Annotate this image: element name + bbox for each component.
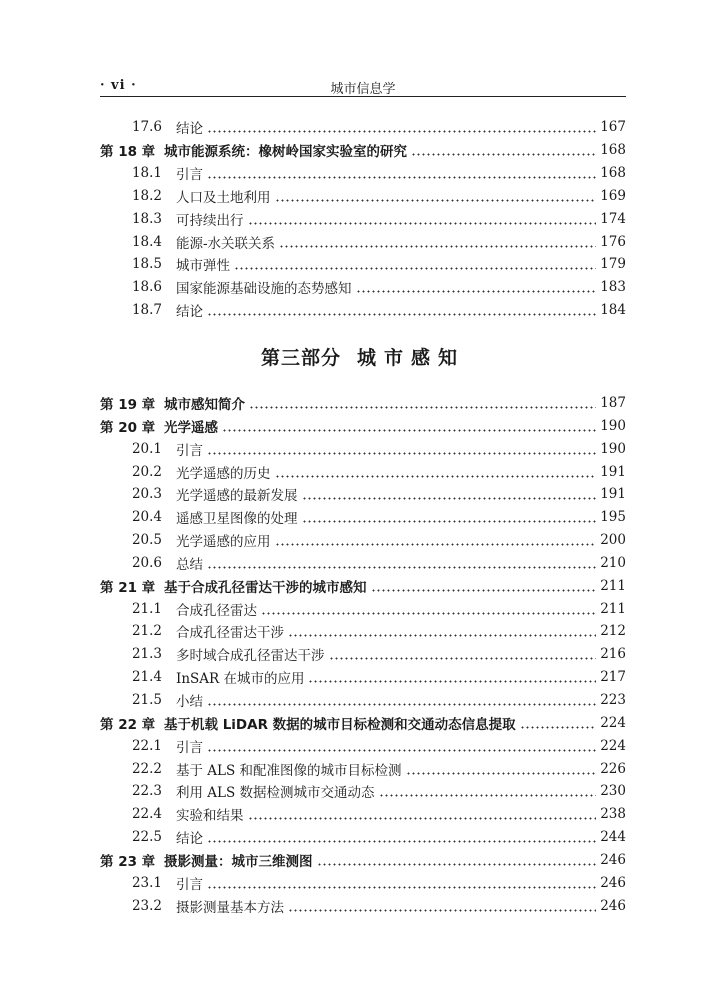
entry-number: 第 19 章 xyxy=(100,397,156,414)
toc-section-entry[interactable] xyxy=(100,666,626,689)
toc-section-entry[interactable] xyxy=(100,597,626,620)
dot-leader xyxy=(234,258,596,270)
entry-number: 18.3 xyxy=(131,210,162,227)
entry-number: 21.2 xyxy=(131,623,162,640)
entry-page-number: 190 xyxy=(600,417,626,434)
entry-page-number: 216 xyxy=(600,646,626,663)
toc-chapter-entry[interactable] xyxy=(100,711,626,734)
dot-leader xyxy=(288,625,596,637)
entry-number: 21.1 xyxy=(131,600,162,617)
toc-section-entry[interactable] xyxy=(100,643,626,666)
entry-number: 21.4 xyxy=(131,669,162,686)
entry-title: 可持续出行 xyxy=(176,212,244,229)
entry-title: 利用 ALS 数据检测城市交通动态 xyxy=(176,785,375,802)
toc-section-entry[interactable] xyxy=(100,299,626,322)
entry-number: 23.2 xyxy=(131,897,162,914)
entry-title: 摄影测量基本方法 xyxy=(176,899,284,916)
entry-page-number: 191 xyxy=(600,463,626,480)
toc-section-entry[interactable] xyxy=(100,757,626,780)
entry-title: 结论 xyxy=(176,831,203,848)
entry-number: 第 23 章 xyxy=(100,853,156,870)
dot-leader xyxy=(207,304,596,316)
entry-title: 多时域合成孔径雷达干涉 xyxy=(176,648,325,665)
running-title: 城市信息学 xyxy=(330,82,396,97)
entry-page-number: 210 xyxy=(600,554,626,571)
dot-leader xyxy=(207,694,596,706)
entry-title: 引言 xyxy=(176,167,203,184)
entry-page-number: 211 xyxy=(600,577,626,594)
entry-title: 人口及土地利用 xyxy=(176,189,271,206)
entry-page-number: 168 xyxy=(600,142,626,159)
toc-block-part3 xyxy=(100,392,626,917)
entry-title: 国家能源基础设施的态势感知 xyxy=(176,281,352,298)
toc-chapter-entry[interactable] xyxy=(100,414,626,437)
entry-title: 结论 xyxy=(176,304,203,321)
entry-number: 23.1 xyxy=(131,874,162,891)
entry-page-number: 169 xyxy=(600,187,626,204)
entry-title: 城市弹性 xyxy=(176,258,230,275)
entry-page-number: 223 xyxy=(600,691,626,708)
entry-title: 摄影测量：城市三维测图 xyxy=(164,853,313,870)
toc-section-entry[interactable] xyxy=(100,276,626,299)
entry-number: 第 21 章 xyxy=(100,579,156,596)
entry-page-number: 174 xyxy=(600,210,626,227)
dot-leader xyxy=(302,511,597,523)
entry-page-number: 200 xyxy=(600,532,626,549)
dot-leader xyxy=(207,831,596,843)
dot-leader xyxy=(275,466,597,478)
toc-section-entry[interactable] xyxy=(100,162,626,185)
entry-title: 引言 xyxy=(176,442,203,459)
entry-number: 20.4 xyxy=(131,509,162,526)
dot-leader xyxy=(288,900,596,912)
toc-section-entry[interactable] xyxy=(100,552,626,575)
dot-leader xyxy=(207,443,596,455)
dot-leader xyxy=(275,190,597,202)
toc-block-part2-end xyxy=(100,116,626,322)
toc-section-entry[interactable] xyxy=(100,871,626,894)
entry-title: 能源-水关联关系 xyxy=(176,235,276,252)
entry-number: 22.5 xyxy=(131,829,162,846)
entry-title: 光学遥感的历史 xyxy=(176,465,271,482)
toc-section-entry[interactable] xyxy=(100,437,626,460)
toc-section-entry[interactable] xyxy=(100,230,626,253)
entry-title: 实验和结果 xyxy=(176,808,244,825)
toc-section-entry[interactable] xyxy=(100,116,626,139)
entry-number: 20.6 xyxy=(131,554,162,571)
dot-leader xyxy=(261,603,596,615)
entry-page-number: 246 xyxy=(600,897,626,914)
entry-title: 引言 xyxy=(176,876,203,893)
entry-page-number: 246 xyxy=(600,851,626,868)
toc-chapter-entry[interactable] xyxy=(100,139,626,162)
entry-title: 基于 ALS 和配准图像的城市目标检测 xyxy=(176,762,402,779)
entry-page-number: 184 xyxy=(600,302,626,319)
entry-title: 光学遥感 xyxy=(164,419,218,436)
entry-title: 合成孔径雷达干涉 xyxy=(176,625,284,642)
entry-page-number: 246 xyxy=(600,874,626,891)
dot-leader xyxy=(406,763,596,775)
entry-title: 结论 xyxy=(176,121,203,138)
dot-leader xyxy=(249,397,596,409)
table-of-contents xyxy=(100,116,626,917)
entry-page-number: 183 xyxy=(600,279,626,296)
dot-leader xyxy=(308,671,596,683)
toc-section-entry[interactable] xyxy=(100,689,626,712)
entry-page-number: 238 xyxy=(600,806,626,823)
entry-number: 18.4 xyxy=(131,233,162,250)
dot-leader xyxy=(207,167,596,179)
part-name: 城市感知 xyxy=(357,347,466,370)
entry-number: 18.7 xyxy=(131,302,162,319)
toc-section-entry[interactable] xyxy=(100,207,626,230)
toc-section-entry[interactable] xyxy=(100,826,626,849)
toc-chapter-entry[interactable] xyxy=(100,392,626,415)
entry-number: 第 18 章 xyxy=(100,144,156,161)
toc-section-entry[interactable] xyxy=(100,894,626,917)
entry-page-number: 211 xyxy=(600,600,626,617)
toc-section-entry[interactable] xyxy=(100,460,626,483)
toc-section-entry[interactable] xyxy=(100,253,626,276)
toc-section-entry[interactable] xyxy=(100,185,626,208)
toc-chapter-entry[interactable] xyxy=(100,848,626,871)
entry-page-number: 224 xyxy=(600,714,626,731)
entry-title: 小结 xyxy=(176,693,203,710)
entry-number: 20.1 xyxy=(131,440,162,457)
toc-section-entry[interactable] xyxy=(100,734,626,757)
entry-page-number: 179 xyxy=(600,256,626,273)
entry-title: 城市能源系统：橡树岭国家实验室的研究 xyxy=(164,144,407,161)
entry-number: 20.5 xyxy=(131,532,162,549)
dot-leader xyxy=(371,580,597,592)
entry-number: 20.2 xyxy=(131,463,162,480)
dot-leader xyxy=(207,877,596,889)
dot-leader xyxy=(302,488,597,500)
dot-leader xyxy=(317,854,597,866)
dot-leader xyxy=(329,648,597,660)
part-heading xyxy=(100,322,626,392)
entry-title: 遥感卫星图像的处理 xyxy=(176,511,298,528)
entry-title: 合成孔径雷达 xyxy=(176,602,257,619)
entry-number: 第 20 章 xyxy=(100,419,156,436)
entry-number: 22.1 xyxy=(131,737,162,754)
entry-title: InSAR 在城市的应用 xyxy=(176,671,305,688)
dot-leader xyxy=(411,144,596,156)
entry-number: 22.4 xyxy=(131,806,162,823)
dot-leader xyxy=(207,740,596,752)
entry-title: 引言 xyxy=(176,739,203,756)
entry-number: 21.3 xyxy=(131,646,162,663)
entry-number: 18.1 xyxy=(131,165,162,182)
entry-number: 18.2 xyxy=(131,187,162,204)
entry-number: 18.5 xyxy=(131,256,162,273)
entry-number: 20.3 xyxy=(131,486,162,503)
entry-page-number: 244 xyxy=(600,829,626,846)
entry-title: 总结 xyxy=(176,556,203,573)
entry-page-number: 195 xyxy=(600,509,626,526)
entry-title: 基于机载 LiDAR 数据的城市目标检测和交通动态信息提取 xyxy=(164,716,516,733)
part-label: 第三部分 xyxy=(260,347,341,370)
dot-leader xyxy=(379,785,596,797)
entry-title: 城市感知简介 xyxy=(164,397,245,414)
toc-section-entry[interactable] xyxy=(100,780,626,803)
toc-section-entry[interactable] xyxy=(100,529,626,552)
toc-section-entry[interactable] xyxy=(100,483,626,506)
entry-number: 22.2 xyxy=(131,760,162,777)
dot-leader xyxy=(279,236,596,248)
dot-leader xyxy=(275,534,597,546)
dot-leader xyxy=(356,281,597,293)
page-number: · vi · xyxy=(100,78,137,93)
toc-section-entry[interactable] xyxy=(100,803,626,826)
entry-page-number: 212 xyxy=(600,623,626,640)
entry-page-number: 226 xyxy=(600,760,626,777)
entry-page-number: 217 xyxy=(600,669,626,686)
entry-page-number: 167 xyxy=(600,119,626,136)
entry-page-number: 176 xyxy=(600,233,626,250)
toc-chapter-entry[interactable] xyxy=(100,574,626,597)
dot-leader xyxy=(222,420,596,432)
dot-leader xyxy=(207,557,596,569)
entry-page-number: 187 xyxy=(600,395,626,412)
toc-section-entry[interactable] xyxy=(100,620,626,643)
entry-number: 22.3 xyxy=(131,783,162,800)
entry-title: 光学遥感的应用 xyxy=(176,534,271,551)
entry-page-number: 168 xyxy=(600,165,626,182)
entry-number: 18.6 xyxy=(131,279,162,296)
entry-page-number: 191 xyxy=(600,486,626,503)
dot-leader xyxy=(248,213,597,225)
running-header xyxy=(100,78,626,97)
entry-title: 基于合成孔径雷达干涉的城市感知 xyxy=(164,579,367,596)
entry-number: 17.6 xyxy=(131,119,162,136)
entry-number: 第 22 章 xyxy=(100,716,156,733)
entry-page-number: 230 xyxy=(600,783,626,800)
dot-leader xyxy=(207,121,596,133)
toc-section-entry[interactable] xyxy=(100,506,626,529)
entry-page-number: 190 xyxy=(600,440,626,457)
entry-number: 21.5 xyxy=(131,691,162,708)
entry-title: 光学遥感的最新发展 xyxy=(176,488,298,505)
entry-page-number: 224 xyxy=(600,737,626,754)
dot-leader xyxy=(520,717,596,729)
dot-leader xyxy=(248,808,597,820)
